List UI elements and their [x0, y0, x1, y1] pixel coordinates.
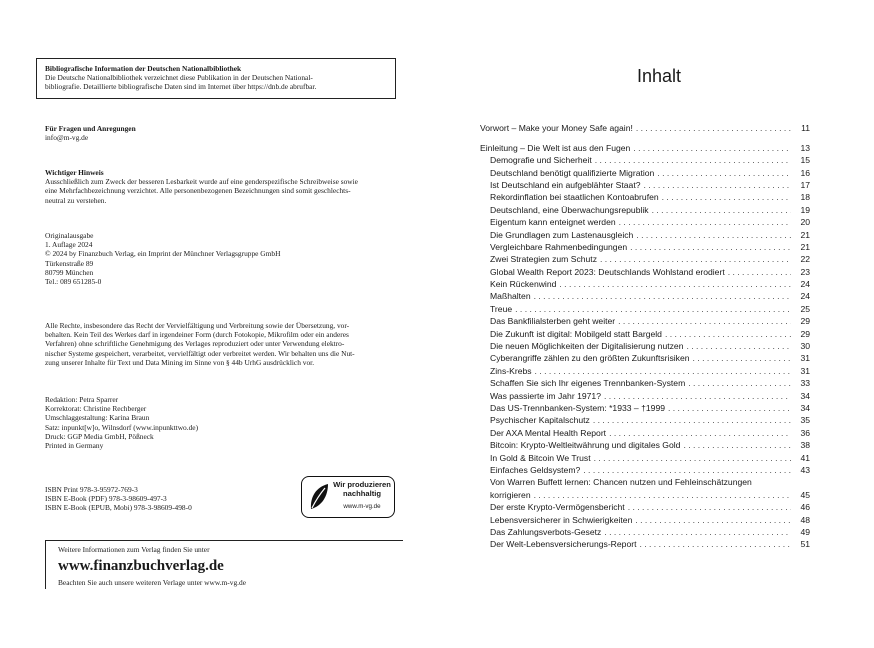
toc-leader-dots — [618, 316, 791, 326]
toc-entry-page: 24 — [800, 279, 810, 290]
toc-entry[interactable] — [480, 202, 810, 214]
toc-entry-title: Der erste Krypto-Vermögensbericht — [490, 502, 625, 513]
toc-leader-dots — [644, 180, 792, 190]
toc-leader-dots — [657, 168, 791, 178]
publisher-website[interactable]: www.finanzbuchverlag.de — [58, 558, 224, 575]
toc-entry-page: 34 — [800, 390, 810, 401]
toc-entry[interactable] — [480, 153, 810, 165]
toc-entry[interactable] — [480, 425, 810, 437]
toc-leader-dots — [665, 329, 791, 339]
toc-entry-page: 21 — [800, 241, 810, 252]
isbn-line: ISBN E-Book (PDF) 978-3-98609-497-3 — [45, 494, 167, 504]
toc-entry-page: 31 — [800, 353, 810, 364]
toc-entry-page: 17 — [800, 179, 810, 190]
toc-entry[interactable] — [480, 463, 810, 475]
bib-text-line: Die Deutsche Nationalbibliothek verzeichnet diese Publikation in der Deutschen National- — [45, 73, 313, 83]
toc-entry[interactable] — [480, 289, 810, 301]
toc-entry-page: 22 — [800, 254, 810, 265]
toc-entry[interactable] — [480, 215, 810, 227]
toc-entry-page: 49 — [800, 526, 810, 537]
credit-line: Umschlaggestaltung: Karina Braun — [45, 413, 150, 423]
toc-entry-page: 29 — [800, 328, 810, 339]
toc-entry-title: Demografie und Sicherheit — [490, 155, 592, 166]
toc-entry[interactable] — [480, 264, 810, 276]
toc-leader-dots — [686, 341, 791, 351]
notice-text-line: Ausschließlich zum Zweck der besseren Lesbarkeit wurde auf eine genderspezifische Schreibweise sowie — [45, 177, 358, 187]
toc-entry-title: Psychischer Kapitalschutz — [490, 415, 590, 426]
rights-section — [45, 321, 390, 367]
badge-line: Wir produzieren — [333, 480, 391, 489]
sustainability-badge — [301, 476, 395, 518]
toc-entry-title: Der AXA Mental Health Report — [490, 427, 607, 438]
toc-entry-title: Deutschland, eine Überwachungsrepublik — [490, 204, 649, 215]
toc-entry-title: Einleitung – Die Welt ist aus den Fugen — [480, 142, 631, 153]
toc-entry-page: 38 — [800, 440, 810, 451]
credit-line: Satz: inpunkt[w]o, Wilnsdorf (www.inpunkttwo.de) — [45, 422, 199, 432]
credit-line: Redaktion: Petra Sparrer — [45, 395, 119, 404]
rights-line: Alle Rechte, insbesondere das Recht der Vervielfältigung und Verbreitung sowie der Übersetzung, vor- — [45, 321, 350, 330]
toc-entry[interactable] — [480, 301, 810, 313]
toc-leader-dots — [636, 230, 791, 240]
toc-entry-title: Die Grundlagen zum Lastenausgleich — [490, 229, 634, 240]
toc-entry-page: 48 — [800, 514, 810, 525]
toc-leader-dots — [595, 155, 791, 165]
credit-line: Korrektorat: Christine Rechberger — [45, 404, 147, 414]
toc-entry[interactable] — [480, 500, 810, 512]
toc-entry[interactable] — [480, 438, 810, 450]
contact-section — [45, 124, 390, 142]
toc-entry[interactable] — [480, 165, 810, 177]
toc-entry-title: Die Zukunft ist digital: Mobilgeld statt Bargeld — [490, 328, 662, 339]
toc-entry[interactable] — [480, 512, 810, 524]
bibliographic-info-box — [36, 58, 396, 99]
toc-entry[interactable] — [480, 351, 810, 363]
toc-entry-page: 45 — [800, 489, 810, 500]
isbn-line: ISBN E-Book (EPUB, Mobi) 978-3-98609-498-0 — [45, 503, 192, 513]
edition-line: Originalausgabe — [45, 231, 94, 240]
credits-section — [45, 395, 390, 450]
toc-entry-title: Global Wealth Report 2023: Deutschlands Wohlstand erodiert — [490, 266, 725, 277]
badge-text — [332, 481, 392, 498]
toc-entry-page: 34 — [800, 402, 810, 413]
leaf-icon — [308, 482, 330, 514]
toc-leader-dots — [636, 123, 791, 133]
toc-entry[interactable] — [480, 227, 810, 239]
credit-line: Druck: GGP Media GmbH, Pößneck — [45, 431, 154, 441]
toc-entry-title: Das Zahlungsverbots-Gesetz — [490, 526, 602, 537]
toc-entry[interactable] — [480, 413, 810, 425]
toc-title: Inhalt — [637, 66, 682, 86]
toc-entry-title: Rekordinflation bei staatlichen Kontoabrufen — [490, 192, 659, 203]
toc-entry-title: Deutschland benötigt qualifizierte Migration — [490, 167, 655, 178]
isbn-line: ISBN Print 978-3-95972-769-3 — [45, 485, 138, 494]
toc-leader-dots — [604, 391, 791, 401]
toc-entry[interactable] — [480, 376, 810, 388]
phone-line: Tel.: 089 651285-0 — [45, 277, 102, 287]
toc-entry-title: Einfaches Geldsystem? — [490, 464, 581, 475]
toc-entry[interactable] — [480, 190, 810, 202]
toc-entry[interactable] — [480, 339, 810, 351]
toc-leader-dots — [534, 291, 791, 301]
address-line: 80799 München — [45, 267, 94, 277]
toc-leader-dots — [630, 242, 791, 252]
toc-entry-title: Lebensversicherer in Schwierigkeiten — [490, 514, 633, 525]
toc-entry-page: 25 — [800, 303, 810, 314]
toc-entry-title: Vorwort – Make your Money Safe again! — [480, 123, 633, 134]
toc-entry[interactable] — [480, 363, 810, 375]
toc-leader-dots — [728, 267, 791, 277]
toc-entry-page: 23 — [800, 266, 810, 277]
toc-entry[interactable] — [480, 475, 810, 500]
toc-entry-page: 18 — [800, 192, 810, 203]
toc-entry-title: Vergleichbare Rahmenbedingungen — [490, 241, 628, 252]
toc-leader-dots — [609, 428, 791, 438]
address-line: Türkenstraße 89 — [45, 258, 94, 268]
toc-entry[interactable] — [480, 537, 810, 549]
toc-entry-title: Cyberangriffe zählen zu den größten Zukunftsrisiken — [490, 353, 690, 364]
toc-entry-page: 16 — [800, 167, 810, 178]
toc-entry-page: 33 — [800, 378, 810, 389]
toc-entry-title: Ist Deutschland ein aufgeblähter Staat? — [490, 179, 641, 190]
contact-email: info@m-vg.de — [45, 133, 89, 143]
toc-entry[interactable] — [480, 326, 810, 338]
rights-line: behalten. Kein Teil des Werkes darf in irgendeiner Form (durch Fotokopie, Mikrofilm oder ein anderes — [45, 330, 349, 340]
toc-entry-title: Das US-Trennbanken-System: *1933 – †1999 — [490, 402, 665, 413]
bib-title: Bibliografische Information der Deutschen Nationalbibliothek — [45, 64, 242, 73]
notice-section — [45, 168, 390, 205]
toc-leader-dots — [559, 279, 791, 289]
toc-leader-dots — [594, 453, 791, 463]
toc-entry[interactable] — [480, 401, 810, 413]
toc-leader-dots — [534, 490, 791, 500]
toc-entry-page: 15 — [800, 155, 810, 166]
toc-entry-page: 46 — [800, 502, 810, 513]
toc-leader-dots — [600, 254, 791, 264]
toc-entry[interactable] — [480, 240, 810, 252]
toc-entry-page: 36 — [800, 427, 810, 438]
bib-text-line: bibliografie. Detaillierte bibliografische Daten sind im Internet über https://dnb.de abrufbar. — [45, 82, 317, 92]
toc-entry-title: Der Welt-Lebensversicherungs-Report — [490, 539, 637, 550]
notice-heading: Wichtiger Hinweis — [45, 168, 104, 177]
publisher-box — [45, 540, 403, 589]
toc-entry[interactable] — [480, 525, 810, 537]
toc-entry-title: In Gold & Bitcoin We Trust — [490, 452, 591, 463]
toc-entry-page: 43 — [800, 464, 810, 475]
toc-entry-page: 19 — [800, 204, 810, 215]
toc-entry-page: 51 — [800, 539, 810, 550]
toc-leader-dots — [515, 304, 791, 314]
toc-leader-dots — [535, 366, 791, 376]
toc-entry-title: Maßhalten — [490, 291, 531, 302]
toc-entry[interactable] — [480, 314, 810, 326]
toc-entry[interactable] — [480, 121, 810, 133]
toc-entry-page: 11 — [801, 123, 810, 134]
toc-leader-dots — [662, 192, 791, 202]
toc-entry[interactable] — [480, 277, 810, 289]
toc-entry-title: Treue — [490, 303, 513, 314]
toc-entry-page: 41 — [800, 452, 810, 463]
toc-entry[interactable] — [480, 178, 810, 190]
publisher-outro: Beachten Sie auch unsere weiteren Verlage unter www.m-vg.de — [58, 578, 246, 588]
toc-entry-title: Bitcoin: Krypto-Weltleitwährung und digitales Gold — [490, 440, 681, 451]
toc-entry-title: Was passierte im Jahr 1971? — [490, 390, 601, 401]
toc-entry-title: Schaffen Sie sich Ihr eigenes Trennbanken-System — [490, 378, 686, 389]
badge-url: www.m-vg.de — [343, 503, 381, 510]
toc-leader-dots — [633, 143, 791, 153]
edition-line: 1. Auflage 2024 — [45, 240, 93, 250]
toc-entry-title: Eigentum kann enteignet werden — [490, 217, 616, 228]
toc-leader-dots — [688, 378, 791, 388]
toc-leader-dots — [668, 403, 791, 413]
toc-entry-title: Zins-Krebs — [490, 365, 532, 376]
toc-leader-dots — [593, 415, 791, 425]
toc-leader-dots — [619, 217, 791, 227]
rights-line: zung unserer Inhalte für Text und Data Mining im Sinne von § 44b UrhG ausdrücklich vor. — [45, 357, 315, 367]
toc-entry-page: 30 — [800, 341, 810, 352]
toc-leader-dots — [583, 465, 791, 475]
toc-entry-page: 31 — [800, 365, 810, 376]
toc-entry-title: Das Bankfilialsterben geht weiter — [490, 316, 616, 327]
rights-line: Verfahren) ohne schriftliche Genehmigung des Verlages reproduziert oder unter Verwendung elektro- — [45, 339, 345, 349]
edition-section — [45, 231, 390, 286]
contact-heading: Für Fragen und Anregungen — [45, 124, 136, 133]
toc-leader-dots — [635, 515, 791, 525]
toc-leader-dots — [693, 353, 791, 363]
toc-entry[interactable] — [480, 388, 810, 400]
imprint-page — [36, 58, 396, 588]
toc-entry[interactable] — [480, 140, 810, 152]
notice-text-line: eine Mehrfachbezeichnung verzichtet. Alle personenbezogenen Bezeichnungen sind somit geschlechts- — [45, 186, 351, 196]
toc-entry-page: 29 — [800, 316, 810, 327]
toc-entry-page: 21 — [800, 229, 810, 240]
copyright-line: © 2024 by Finanzbuch Verlag, ein Imprint der Münchner Verlagsgruppe GmbH — [45, 249, 281, 259]
toc-leader-dots — [652, 205, 791, 215]
toc-entry-title: korrigieren — [490, 489, 531, 500]
toc-leader-dots — [639, 539, 791, 549]
toc-leader-dots — [628, 502, 791, 512]
toc-leader-dots — [604, 527, 791, 537]
publisher-intro: Weitere Informationen zum Verlag finden Sie unter — [58, 545, 210, 554]
toc-entry[interactable] — [480, 450, 810, 462]
toc-entry[interactable] — [480, 252, 810, 264]
table-of-contents — [480, 121, 810, 549]
rights-line: nischer Systeme gespeichert, verarbeitet, vervielfältigt oder verbreitet werden. Wir behalten uns die Nut- — [45, 348, 355, 358]
toc-entry-title: Die neuen Möglichkeiten der Digitalisierung nutzen — [490, 341, 684, 352]
toc-entry-continuation — [490, 487, 810, 499]
credit-line: Printed in Germany — [45, 441, 104, 451]
isbn-section — [45, 485, 295, 513]
toc-entry-page: 35 — [800, 415, 810, 426]
toc-entry-title: Kein Rückenwind — [490, 279, 557, 290]
toc-leader-dots — [683, 440, 791, 450]
toc-entry-title: Von Warren Buffett lernen: Chancen nutzen und Fehleinschätzungen — [490, 477, 752, 488]
toc-entry-page: 13 — [800, 142, 810, 153]
notice-text-line: neutral zu verstehen. — [45, 195, 107, 205]
toc-entry-title: Zwei Strategien zum Schutz — [490, 254, 597, 265]
toc-entry-page: 20 — [800, 217, 810, 228]
badge-line: nachhaltig — [343, 488, 381, 498]
toc-entry-page: 24 — [800, 291, 810, 302]
